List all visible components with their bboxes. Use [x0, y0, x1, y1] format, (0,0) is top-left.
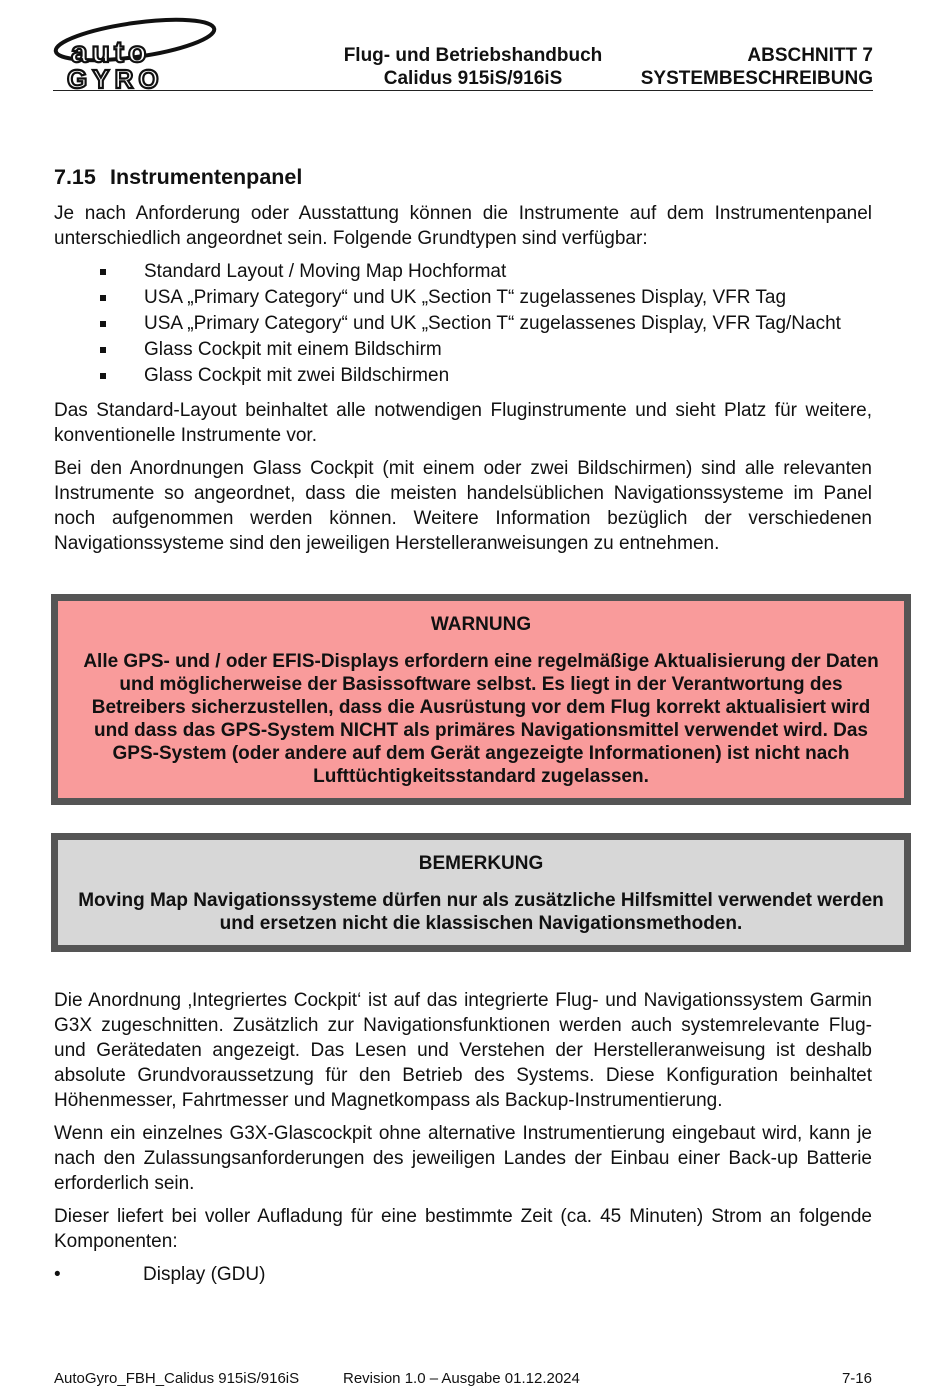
section-title-text: Instrumentenpanel — [110, 165, 303, 189]
components-list — [54, 1262, 872, 1287]
backup-battery-paragraph: Wenn ein einzelnes G3X-Glascockpit ohne alternative Instrumentierung eingebaut wird, kann je nach den Zulassungsanforderungen des jeweiligen Landes der Einbau einer Back-up Batterie erforderlich sein. — [54, 1123, 872, 1194]
list-item: Glass Cockpit mit zwei Bildschirmen — [54, 363, 872, 388]
manual-title — [303, 44, 643, 90]
autogyro-logo — [53, 14, 223, 90]
warning-text: Alle GPS- und / oder EFIS-Displays erfordern eine regelmäßige Aktualisierung der Daten und möglicherweise der Basissoftware selbst. Es liegt in der Verantwortung des Betreibers sicherzustellen, dass die Ausrüstung vor dem Flug korrekt aktualisiert wird und dass das GPS-System NICHT als primäres Navigationsmittel verwendet wird. Das GPS-System (oder andere auf dem Gerät angezeigte Informationen) ist nicht nach Lufttüchtigkeitsstandard zugelassen. — [83, 651, 879, 787]
page-header — [53, 14, 873, 91]
section-number: 7.15 — [54, 165, 96, 189]
integrated-cockpit-paragraph: Die Anordnung ‚Integriertes Cockpit‘ ist auf das integrierte Flug- und Navigationssystem Garmin G3X zugeschnitten. Zusätzlich zur Navigationsfunktionen werden auch systemrelevante Flug- und Gerätedaten angezeigt. Das Lesen und Verstehen der Herstelleranweisung ist deshalb absolute Grundvoraussetzung für den Betrieb des Systems. Diese Konfiguration beinhaltet Höhenmesser, Fahrtmesser und Magnetkompass als Backup-Instrumentierung. — [54, 990, 872, 1111]
section-heading — [641, 44, 873, 90]
note-text: Moving Map Navigationssysteme dürfen nur als zusätzliche Hilfsmittel verwendet werden und ersetzen nicht die klassischen Navigationsmethoden. — [78, 890, 884, 934]
note-title: BEMERKUNG — [418, 853, 544, 874]
section-heading-line1: ABSCHNITT 7 — [747, 45, 873, 66]
footer-revision: Revision 1.0 – Ausgabe 01.12.2024 — [343, 1370, 580, 1387]
glass-cockpit-paragraph: Bei den Anordnungen Glass Cockpit (mit einem oder zwei Bildschirmen) sind alle relevanten Instrumente so angeordnet, dass die meisten handelsüblichen Navigationssysteme im Panel noch aufgenommen werden können. Weitere Information bezüglich der verschiedenen Navigationssysteme sind den jeweiligen Herstelleranweisungen zu entnehmen. — [54, 458, 872, 554]
warning-title: WARNUNG — [430, 614, 532, 635]
section-title — [54, 163, 872, 191]
manual-title-line2: Calidus 915iS/916iS — [383, 68, 563, 89]
footer-document-id: AutoGyro_FBH_Calidus 915iS/916iS — [54, 1370, 300, 1387]
spacer — [54, 952, 872, 988]
warning-box — [51, 594, 911, 805]
svg-text:GYRO: GYRO — [67, 64, 164, 90]
page-content — [54, 163, 884, 1287]
panel-types-list — [54, 259, 872, 388]
list-item: • Display (GDU) — [54, 1262, 872, 1287]
section-heading-line2: SYSTEMBESCHREIBUNG — [640, 68, 873, 89]
power-supply-paragraph: Dieser liefert bei voller Aufladung für eine bestimmte Zeit (ca. 45 Minuten) Strom an folgende Komponenten: — [54, 1206, 872, 1252]
list-item: Glass Cockpit mit einem Bildschirm — [54, 337, 872, 362]
standard-layout-paragraph: Das Standard-Layout beinhaltet alle notwendigen Fluginstrumente und sieht Platz für weitere, konventionelle Instrumente vor. — [54, 400, 872, 446]
intro-paragraph: Je nach Anforderung oder Ausstattung können die Instrumente auf dem Instrumentenpanel unterschiedlich angeordnet sein. Folgende Grundtypen sind verfügbar: — [54, 203, 872, 249]
svg-text:auto: auto — [71, 36, 151, 69]
list-item: Standard Layout / Moving Map Hochformat — [54, 259, 872, 284]
footer-page-number: 7-16 — [841, 1370, 872, 1387]
list-item: USA „Primary Category“ und UK „Section T“ zugelassenes Display, VFR Tag/Nacht — [54, 311, 872, 336]
list-item: USA „Primary Category“ und UK „Section T“ zugelassenes Display, VFR Tag — [54, 285, 872, 310]
note-box — [51, 833, 911, 952]
manual-title-line1: Flug- und Betriebshandbuch — [343, 45, 603, 66]
